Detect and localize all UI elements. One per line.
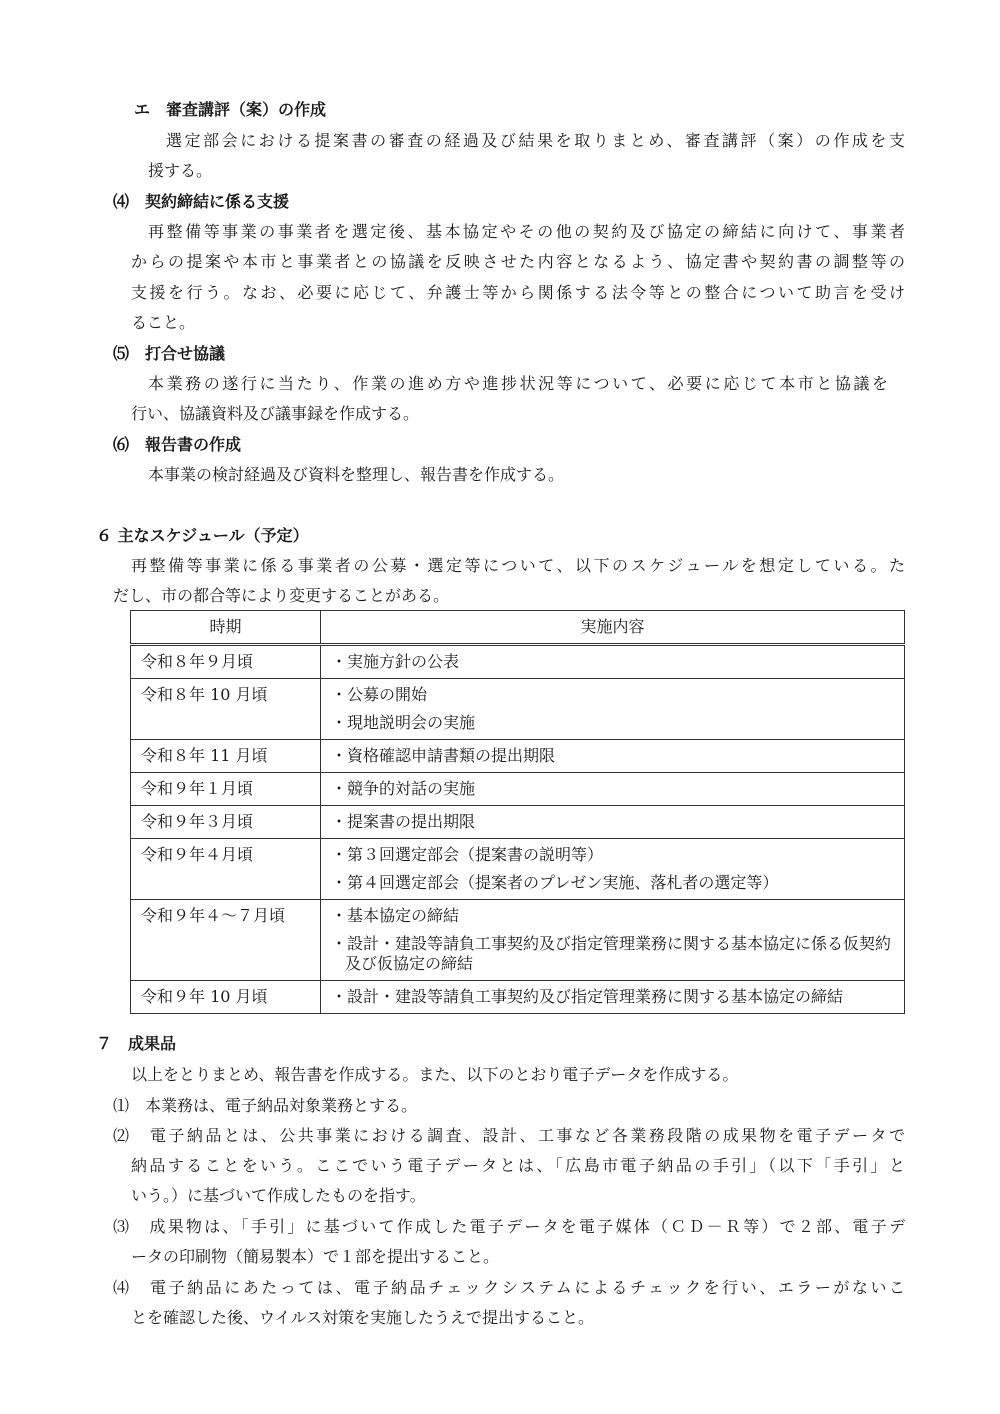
deliverables-item-2-line-1: ⑵ 電子納品とは、公共事業における調査、設計、工事など各業務段階の成果物を電子データで — [113, 1126, 905, 1145]
schedule-content-item: ・資格確認申請書類の提出期限 — [331, 746, 556, 765]
schedule-content-item: ・現地説明会の実施 — [331, 713, 476, 732]
schedule-period-cell: 令和８年９月頃 — [131, 645, 321, 679]
schedule-content-cell — [321, 740, 905, 773]
schedule-content-item: ・競争的対話の実施 — [331, 779, 476, 798]
schedule-period-cell: 令和９年４～７月頃 — [131, 900, 321, 981]
schedule-content-item: ・第４回選定部会（提案者のプレゼン実施、落札者の選定等） — [331, 873, 779, 892]
section-4-heading: ⑷ 契約締結に係る支援 — [113, 192, 290, 211]
section-4-line-4: ること。 — [131, 313, 196, 332]
section-4-line-2: からの提案や本市と事業者との協議を反映させた内容となるよう、協定書や契約書の調整等の — [131, 252, 905, 271]
deliverables-item-3-line-1: ⑶ 成果物は、「手引」に基づいて作成した電子データを電子媒体（ＣＤ－Ｒ等）で２部、電子デ — [113, 1217, 905, 1236]
deliverables-item-4-line-1: ⑷ 電子納品にあたっては、電子納品チェックシステムによるチェックを行い、エラーがないこ — [113, 1278, 905, 1297]
schedule-period-cell: 令和９年１月頃 — [131, 773, 321, 806]
section-5-line-1: 本業務の遂行に当たり、作業の進め方や進捗状況等について、必要に応じて本市と協議を — [148, 374, 888, 393]
schedule-row — [131, 645, 905, 679]
deliverables-item-2-line-3: いう。）に基づいて作成したものを指す。 — [131, 1186, 426, 1205]
schedule-content-item: ・第３回選定部会（提案書の説明等） — [331, 845, 604, 864]
schedule-row — [131, 806, 905, 839]
section-4-line-3: 支援を行う。なお、必要に応じて、弁護士等から関係する法令等との整合について助言を受け — [131, 283, 905, 302]
schedule-row — [131, 839, 905, 900]
schedule-content-cell — [321, 679, 905, 740]
schedule-content-cell — [321, 806, 905, 839]
section-6-heading: ⑹ 報告書の作成 — [113, 435, 242, 454]
deliverables-item-1: ⑴ 本業務は、電子納品対象業務とする。 — [113, 1096, 418, 1115]
deliverables-item-2-line-2: 納品することをいう。ここでいう電子データとは、「広島市電子納品の手引」（以下「手引」と — [131, 1156, 905, 1175]
schedule-content-cell — [321, 773, 905, 806]
deliverables-item-4-line-2: とを確認した後、ウイルス対策を実施したうえで提出すること。 — [131, 1308, 595, 1327]
schedule-header-period: 時期 — [131, 611, 321, 645]
section-5-heading: ⑸ 打合せ協議 — [113, 344, 226, 363]
section-6-line-1: 本事業の検討経過及び資料を整理し、報告書を作成する。 — [148, 465, 565, 484]
schedule-row — [131, 679, 905, 740]
schedule-content-item: ・設計・建設等請負工事契約及び指定管理業務に関する基本協定の締結 — [331, 987, 844, 1006]
schedule-content-item: ・設計・建設等請負工事契約及び指定管理業務に関する基本協定に係る仮契約及び仮協定の締結 — [331, 934, 892, 973]
schedule-intro-line-2: だし、市の都合等により変更することがある。 — [113, 586, 450, 605]
section-e-heading: エ 審査講評（案）の作成 — [134, 100, 327, 119]
schedule-content-cell — [321, 981, 905, 1014]
schedule-row — [131, 900, 905, 981]
schedule-row — [131, 773, 905, 806]
schedule-period-cell: 令和９年４月頃 — [131, 839, 321, 900]
deliverables-heading: ７ 成果品 — [96, 1034, 177, 1053]
schedule-content-cell — [321, 839, 905, 900]
schedule-content-cell — [321, 645, 905, 679]
deliverables-item-3-line-2: ータの印刷物（簡易製本）で１部を提出すること。 — [131, 1247, 500, 1266]
section-5-line-2: 行い、協議資料及び議事録を作成する。 — [131, 404, 420, 423]
schedule-table — [130, 610, 905, 1014]
schedule-heading: ６ 主なスケジュール（予定） — [96, 526, 309, 545]
section-e-line-2: 援する。 — [148, 161, 213, 180]
schedule-content-item: ・提案書の提出期限 — [331, 812, 476, 831]
section-e-line-1: 選定部会における提案書の審査の経過及び結果を取りまとめ、審査講評（案）の作成を支 — [166, 131, 905, 150]
schedule-content-item: ・実施方針の公表 — [331, 652, 460, 671]
schedule-intro-line-1: 再整備等事業に係る事業者の公募・選定等について、以下のスケジュールを想定している。た — [131, 556, 905, 575]
schedule-period-cell: 令和９年３月頃 — [131, 806, 321, 839]
schedule-row — [131, 740, 905, 773]
schedule-header-content: 実施内容 — [321, 611, 905, 645]
schedule-period-cell: 令和８年 10 月頃 — [131, 679, 321, 740]
schedule-row — [131, 981, 905, 1014]
schedule-period-cell: 令和９年 10 月頃 — [131, 981, 321, 1014]
section-4-line-1: 再整備等事業の事業者を選定後、基本協定やその他の契約及び協定の締結に向けて、事業者 — [148, 222, 905, 241]
schedule-content-item: ・公募の開始 — [331, 685, 428, 704]
schedule-header-row — [131, 611, 905, 645]
schedule-body — [131, 645, 905, 1014]
schedule-period-cell: 令和８年 11 月頃 — [131, 740, 321, 773]
schedule-content-item: ・基本協定の締結 — [331, 906, 460, 925]
deliverables-intro: 以上をとりまとめ、報告書を作成する。また、以下のとおり電子データを作成する。 — [131, 1065, 739, 1084]
schedule-content-cell — [321, 900, 905, 981]
